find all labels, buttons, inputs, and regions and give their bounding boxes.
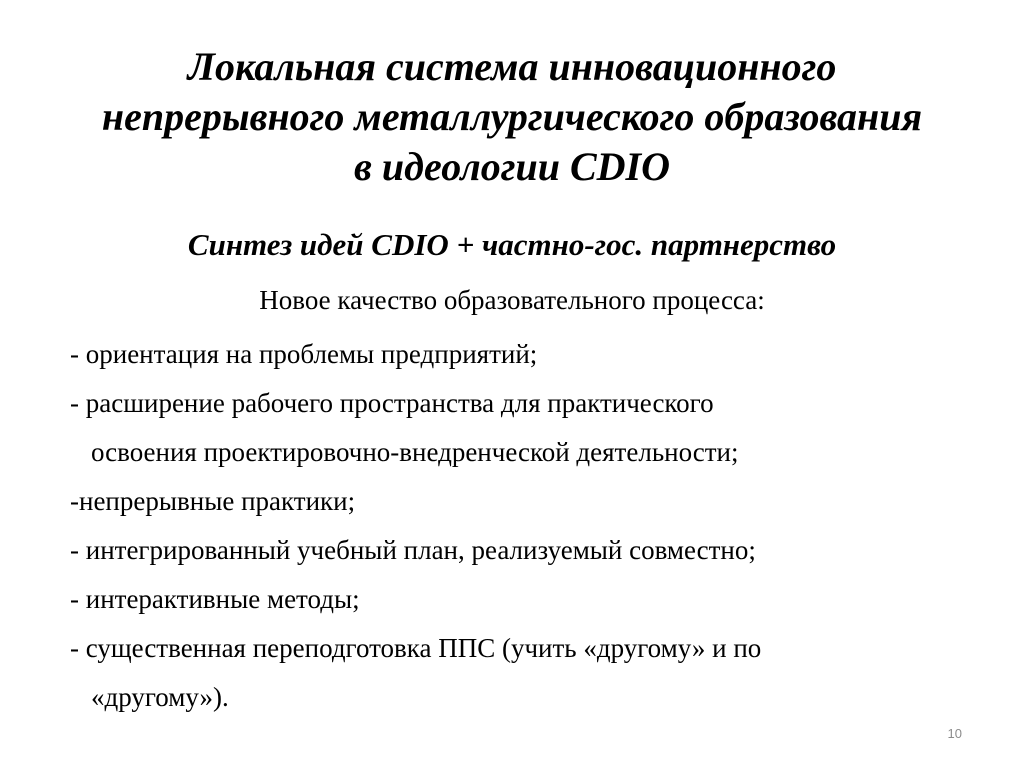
bullet-item: -непрерывные практики; [70, 486, 356, 516]
bullet-item: - интерактивные методы; [70, 584, 360, 614]
bullet-item-continuation: освоения проектировочно-внедренческой деятельности; [91, 437, 739, 467]
slide-subtitle: Синтез идей CDIO + частно-гос. партнерство [187, 227, 837, 262]
bullet-item: - ориентация на проблемы предприятий; [70, 339, 538, 369]
bullet-item: - существенная переподготовка ППС (учить «другому» и по [70, 633, 762, 663]
slide-title [20, 42, 1004, 192]
bullet-item-continuation: «другому»). [91, 682, 229, 712]
title-line-3: в идеологии CDIO [354, 144, 670, 189]
bullet-list [70, 330, 990, 722]
title-line-1: Локальная система инновационного [187, 44, 837, 89]
intro-text: Новое качество образовательного процесса: [259, 285, 765, 315]
bullet-item: - интегрированный учебный план, реализуемый совместно; [70, 535, 756, 565]
bullet-item: - расширение рабочего пространства для практического [70, 388, 714, 418]
title-line-2: непрерывного металлургического образования [101, 94, 923, 139]
page-number: 10 [947, 726, 962, 741]
